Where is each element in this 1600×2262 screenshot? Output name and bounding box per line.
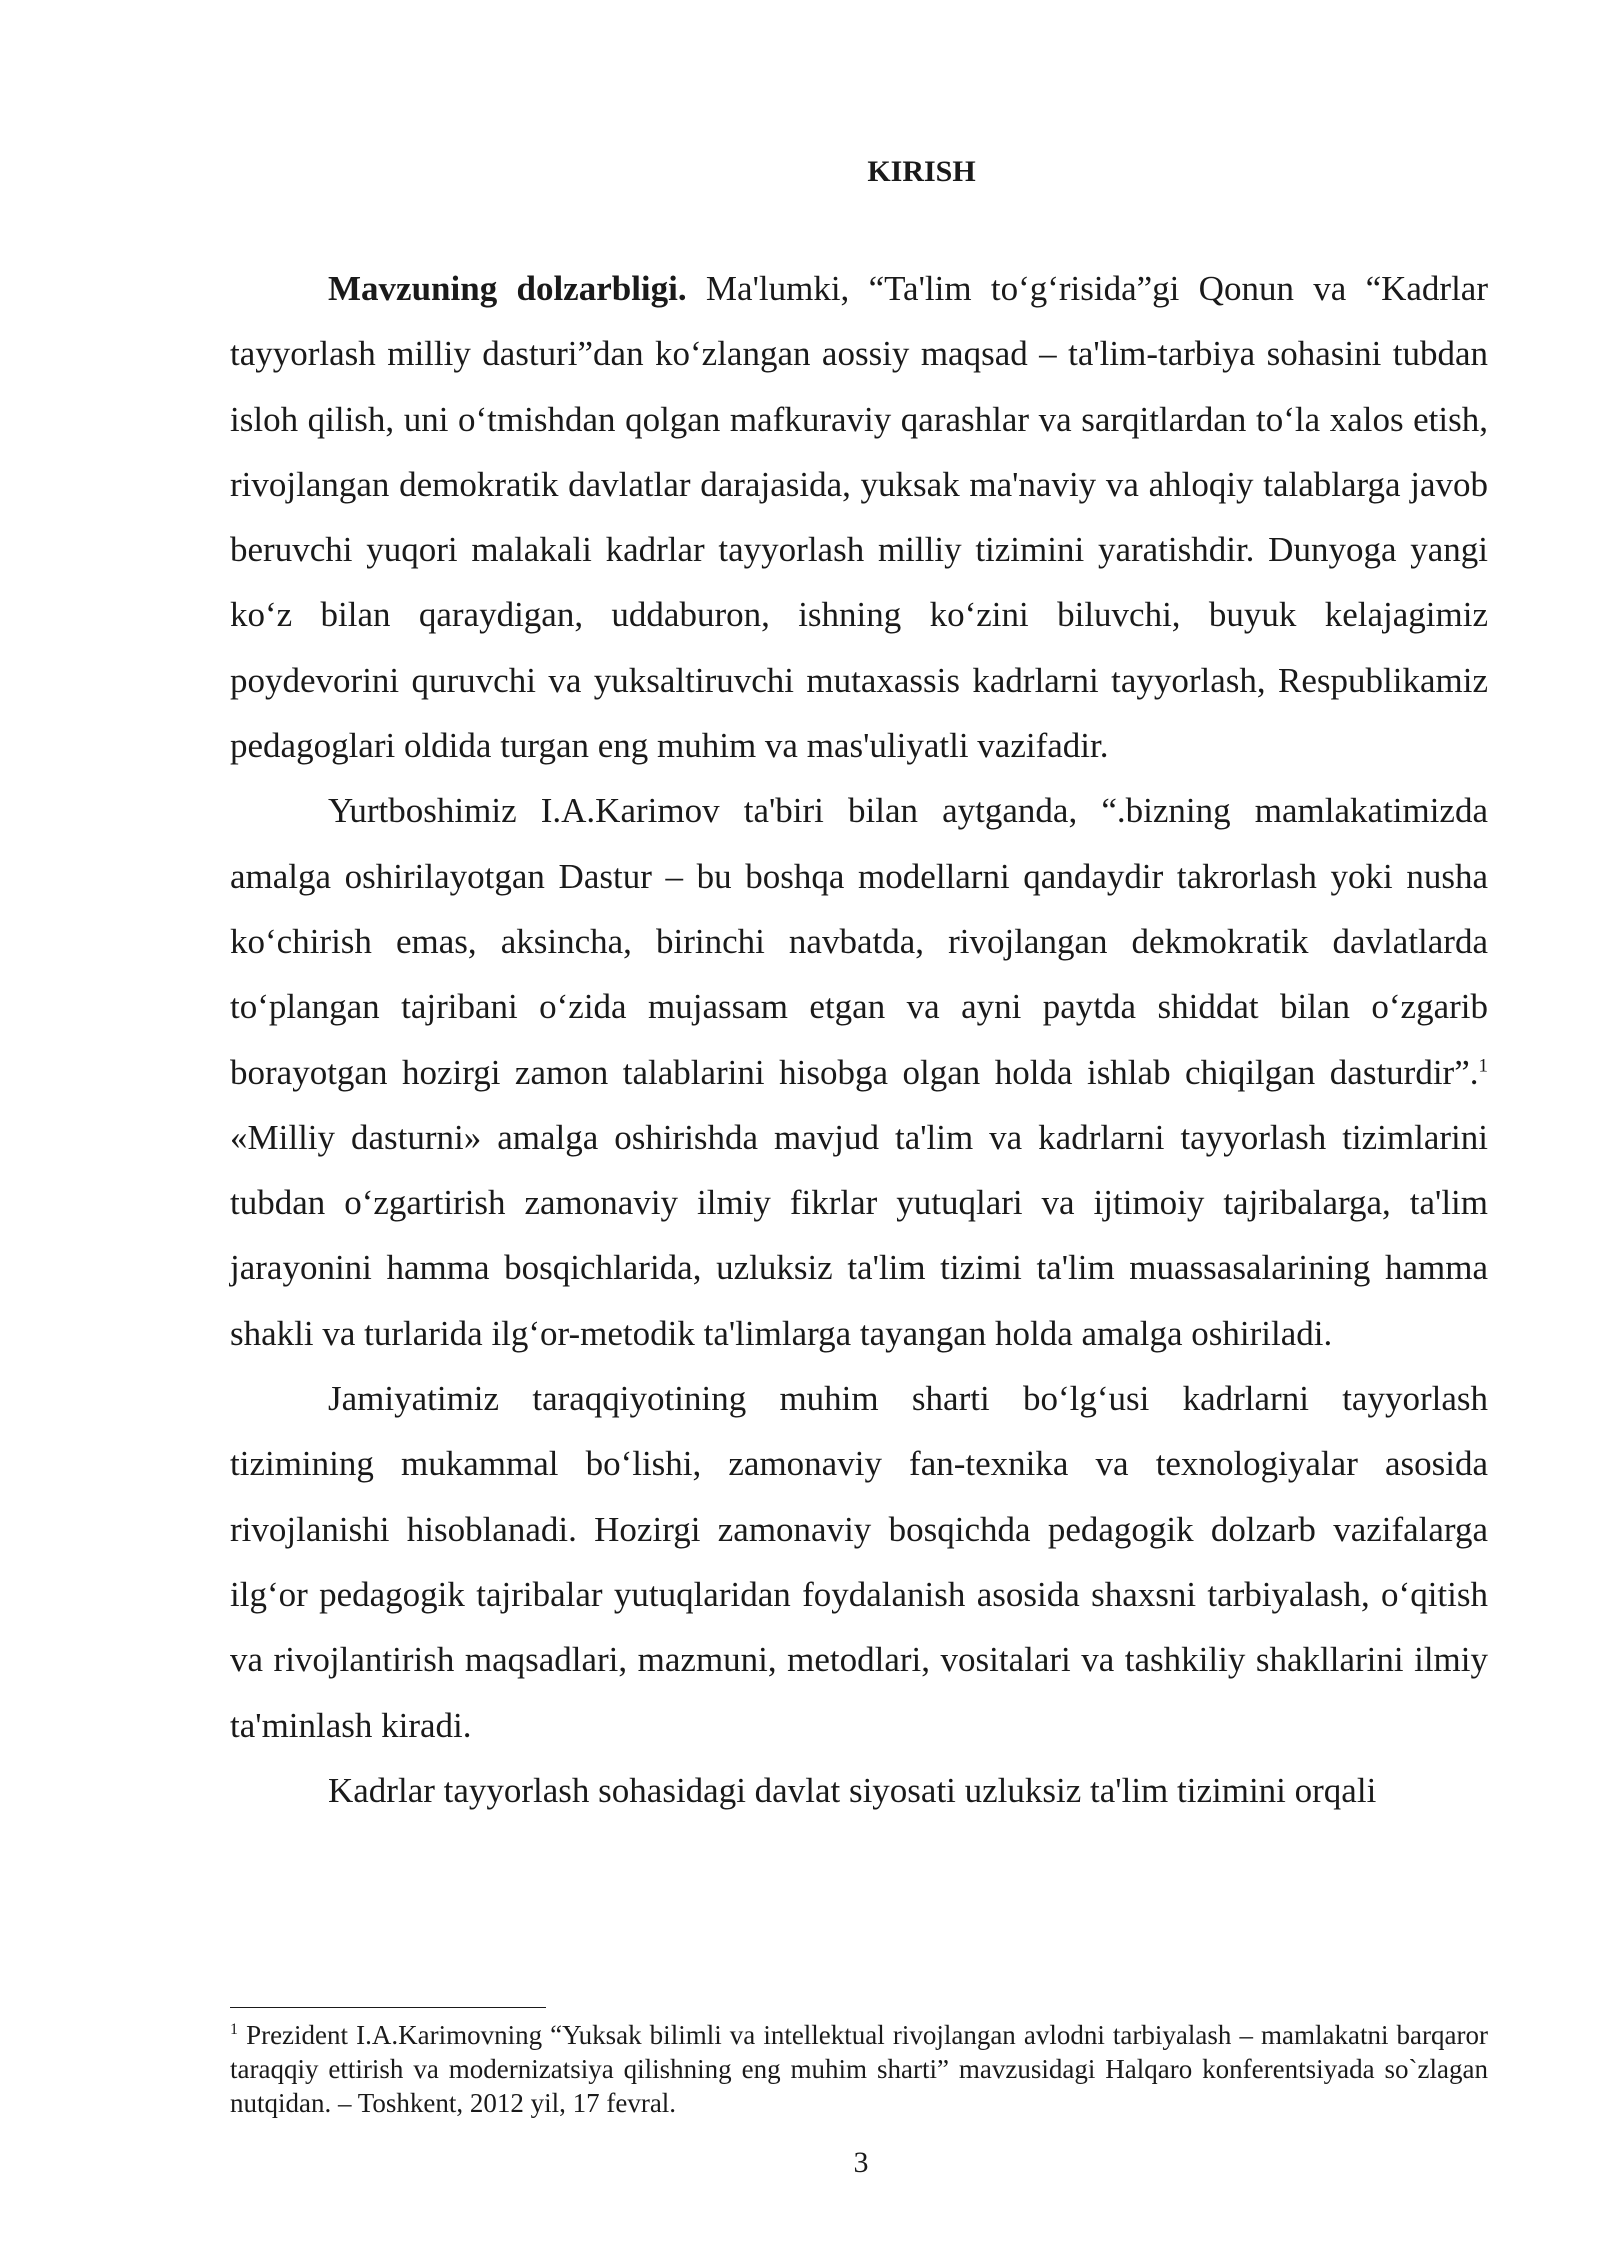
paragraph-lead: Mavzuning dolzarbligi. (328, 269, 687, 308)
paragraph-relevance (230, 256, 1488, 778)
paragraph-development (230, 1366, 1488, 1758)
footnote-reference[interactable]: 1 (1478, 1054, 1488, 1076)
page-number: 3 (853, 2146, 869, 2179)
paragraph-text: Yurtboshimiz I.A.Karimov ta'biri bilan aytganda, “.bizning mamlakatimizda amalga oshirilayotgan Dastur – bu boshqa modellarni qandaydir takrorlash yoki nusha ko‘chirish emas, aksincha, birinchi navbatda, rivojlangan dekmokratik davlatlarda to‘plangan tajribani o‘zida mujassam etgan va ayni paytda shiddat bilan o‘zgarib borayotgan hozirgi zamon talablarini hisobga olgan holda ishlab chiqilgan dasturdir”. (230, 791, 1488, 1092)
paragraph-policy (230, 1758, 1488, 1823)
paragraph-text: Kadrlar tayyorlash sohasidagi davlat siyosati uzluksiz ta'lim tizimini orqali (328, 1770, 1377, 1810)
paragraph-text: «Milliy dasturni» amalga oshirishda mavjud ta'lim va kadrlarni tayyorlash tizimlarini tubdan o‘zgartirish zamonaviy ilmiy fikrlar yutuqlari va ijtimoiy tajribalarga, ta'lim jarayonini hamma bosqichlarida, uzluksiz ta'lim tizimi ta'lim muassasalarining hamma shakli va turlarida ilg‘or-metodik ta'limlarga tayangan holda amalga oshiriladi. (230, 1117, 1488, 1353)
footnote (230, 2018, 1488, 2120)
paragraph-text: Ma'lumki, “Ta'lim to‘g‘risida”gi Qonun va “Kadrlar tayyorlash milliy dasturi”dan ko‘zlangan aossiy maqsad – ta'lim-tarbiya sohasini tubdan isloh qilish, uni o‘tmishdan qolgan mafkuraviy qarashlar va sarqitlardan to‘la xalos etish, rivojlangan demokratik davlatlar darajasida, yuksak ma'naviy va ahloqiy talablarga javob beruvchi yuqori malakali kadrlar tayyorlash milliy tizimini yaratishdir. Dunyoga yangi ko‘z bilan qaraydigan, uddaburon, ishning ko‘zini biluvchi, buyuk kelajagimiz poydevorini quruvchi va yuksaltiruvchi mutaxassis kadrlarni tayyorlash, Respublikamiz pedagoglari oldida turgan eng muhim va mas'uliyatli vazifadir. (230, 269, 1488, 766)
footnote-marker: 1 (230, 2021, 238, 2038)
footnote-separator (230, 2007, 546, 2008)
body-text (230, 256, 1488, 1823)
section-heading: KIRISH (867, 155, 976, 188)
paragraph-quote (230, 778, 1488, 1366)
footnote-text: Prezident I.A.Karimovning “Yuksak bilimli va intellektual rivojlangan avlodni tarbiyalash – mamlakatni barqaror taraqqiy ettirish va modernizatsiya qilishning eng muhim sharti” mavzusidagi Halqaro konferentsiyada so`zlagan nutqidan. – Toshkent, 2012 yil, 17 fevral. (230, 2020, 1488, 2118)
paragraph-text: Jamiyatimiz taraqqiyotining muhim sharti bo‘lg‘usi kadrlarni tayyorlash tizimining mukammal bo‘lishi, zamonaviy fan-texnika va texnologiyalar asosida rivojlanishi hisoblanadi. Hozirgi zamonaviy bosqichda pedagogik dolzarb vazifalarga ilg‘or pedagogik tajribalar yutuqlaridan foydalanish asosida shaxsni tarbiyalash, o‘qitish va rivojlantirish maqsadlari, mazmuni, metodlari, vositalari va tashkiliy shakllarini ilmiy ta'minlash kiradi. (230, 1379, 1488, 1745)
